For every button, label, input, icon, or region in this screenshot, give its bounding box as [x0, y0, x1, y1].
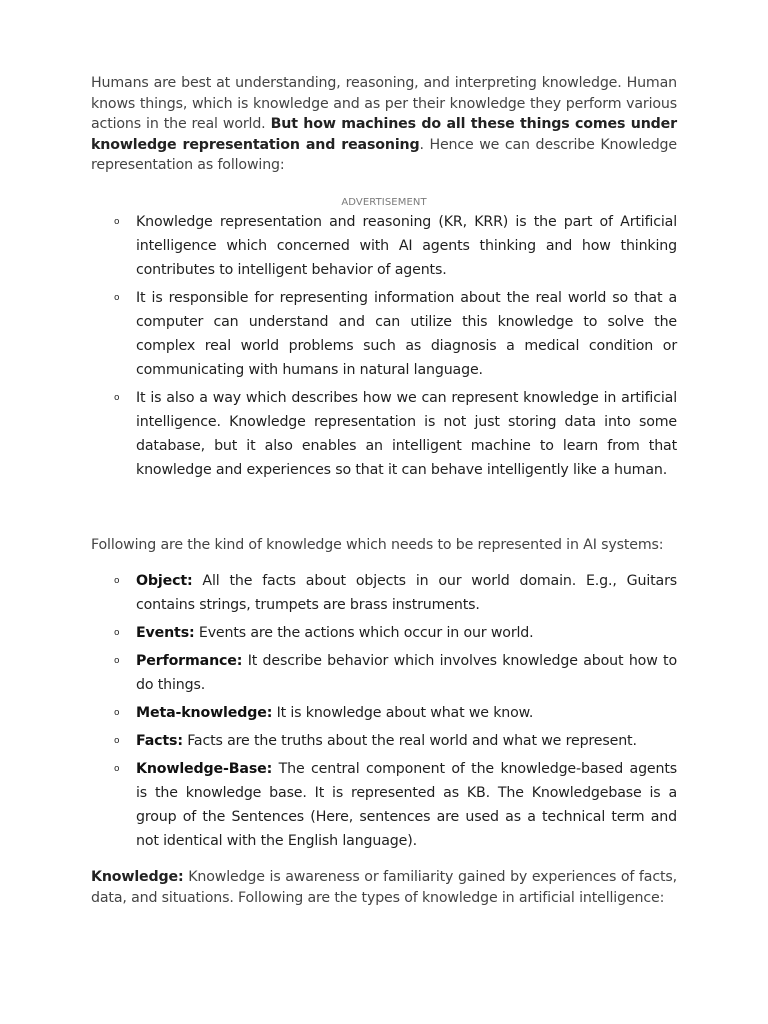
- kind-term: Object:: [136, 573, 193, 590]
- list-item-text: Knowledge representation and reasoning (KR, KRR) is the part of Artificial intelligence which concerned with AI agents thinking and how thinking contributes to intelligent behavior of agents.: [136, 213, 677, 278]
- list-item: [114, 701, 677, 725]
- knowledge-definition: [91, 867, 677, 908]
- intro-text-after: . Hence we can describe Knowledge representation as following:: [91, 136, 677, 174]
- kind-term: Meta-knowledge:: [136, 705, 273, 722]
- kind-term: Events:: [136, 625, 195, 642]
- knowledge-term: Knowledge:: [91, 869, 184, 886]
- article-body: [91, 73, 677, 908]
- bullet-circle-icon: o: [114, 292, 120, 303]
- kind-description: It is knowledge about what we know.: [272, 705, 534, 722]
- intro-text-before: Humans are best at understanding, reasoning, and interpreting knowledge. Human knows things, which is knowledge and as per their knowledge they perform various actions in the real world.: [91, 75, 677, 133]
- advertisement-label: ADVERTISEMENT: [341, 196, 427, 208]
- list-item: [114, 757, 677, 853]
- list-item: [114, 210, 677, 282]
- list-item: [114, 621, 677, 645]
- bullet-circle-icon: o: [114, 656, 120, 667]
- bullet-circle-icon: o: [114, 708, 120, 719]
- bullet-circle-icon: o: [114, 576, 120, 587]
- kind-term: Facts:: [136, 733, 183, 750]
- kind-description: Facts are the truths about the real world and what we represent.: [182, 733, 637, 750]
- list-item-text: It is also a way which describes how we can represent knowledge in artificial intelligence. Knowledge representation is not just storing data into some database, but it also enables an intelligent machine to learn from that knowledge and experiences so that it can behave intelligently like a human.: [136, 389, 677, 478]
- kind-term: Knowledge-Base:: [136, 761, 273, 778]
- list-item: [114, 729, 677, 753]
- kinds-list: [91, 569, 677, 853]
- list-item: [114, 569, 677, 617]
- kind-description: All the facts about objects in our world domain. E.g., Guitars contains strings, trumpets are brass instruments.: [136, 573, 677, 614]
- bullet-circle-icon: o: [114, 736, 120, 747]
- bullet-circle-icon: o: [114, 628, 120, 639]
- list-item: [114, 649, 677, 697]
- knowledge-description: Knowledge is awareness or familiarity gained by experiences of facts, data, and situations. Following are the types of knowledge in artificial intelligence:: [91, 869, 677, 906]
- kind-term: Performance:: [136, 653, 243, 670]
- list-item: [114, 386, 677, 482]
- kind-description: Events are the actions which occur in our world.: [194, 625, 534, 642]
- kr-points-list: [91, 210, 677, 482]
- kinds-heading: Following are the kind of knowledge which needs to be represented in AI systems:: [91, 536, 664, 553]
- list-item-text: It is responsible for representing information about the real world so that a computer can understand and can utilize this knowledge to solve the complex real world problems such as diagnosis a medical condition or communicating with humans in natural language.: [136, 289, 677, 378]
- bullet-circle-icon: o: [114, 764, 120, 775]
- kind-description: The central component of the knowledge-based agents is the knowledge base. It is represented as KB. The Knowledgebase is a group of the Sentences (Here, sentences are used as a technical term and not identical with the English language).: [136, 761, 677, 850]
- kind-description: It describe behavior which involves knowledge about how to do things.: [136, 653, 677, 694]
- intro-paragraph: [91, 73, 677, 176]
- bullet-circle-icon: o: [114, 392, 120, 403]
- bullet-circle-icon: o: [114, 216, 120, 227]
- list-item: [114, 286, 677, 382]
- intro-bold-text: But how machines do all these things comes under knowledge representation and reasoning: [91, 116, 677, 153]
